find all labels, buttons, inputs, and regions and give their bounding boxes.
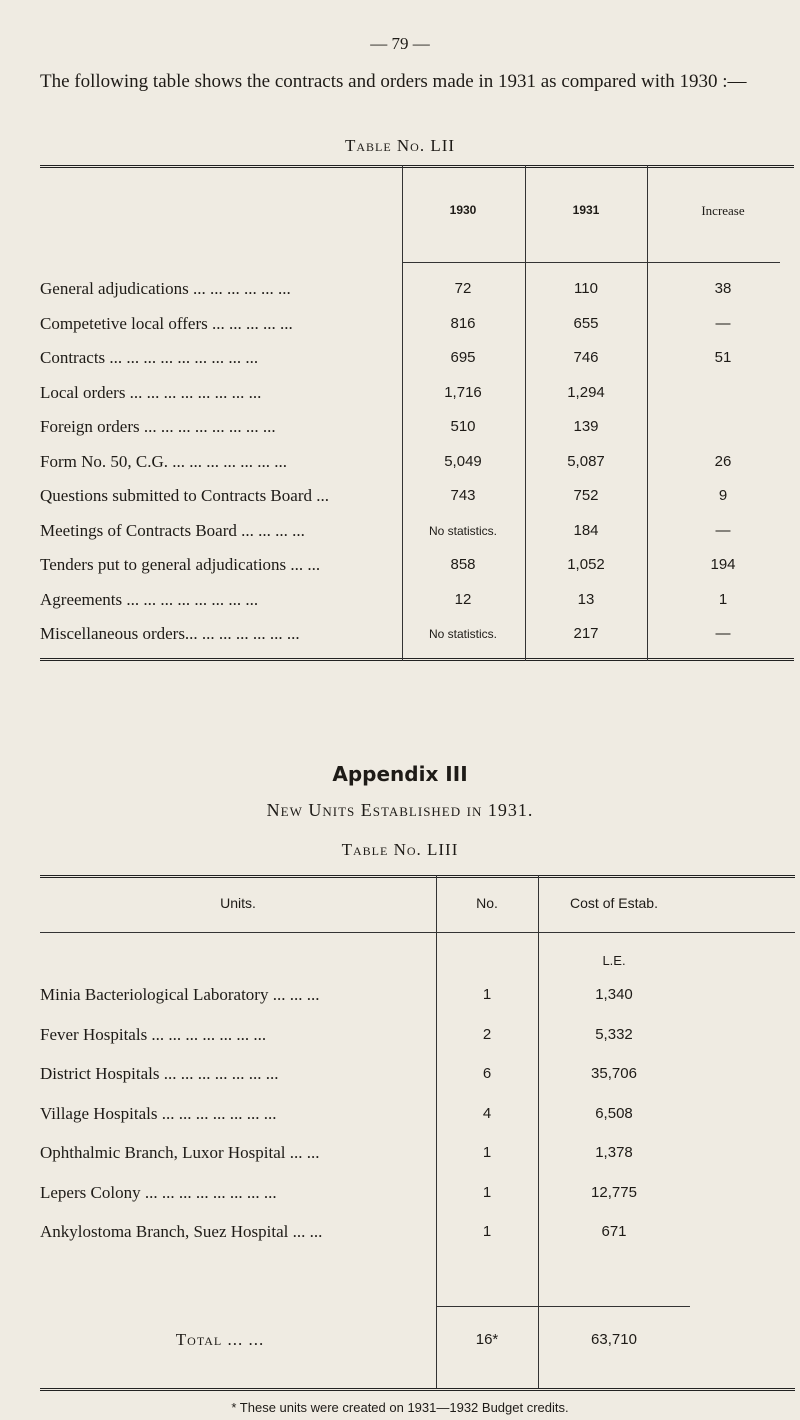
value-1930: No statistics. (428, 523, 497, 538)
value-1931: 139 (573, 418, 599, 435)
page-number: — 79 — (370, 34, 430, 53)
row-label: Tenders put to general adjudications ... ... (40, 555, 321, 574)
header-cost: Cost of Estab. (570, 895, 658, 911)
header-rule (402, 262, 780, 263)
unit-count: 1 (482, 1223, 492, 1240)
table-row (40, 1102, 795, 1126)
value-1931: 1,052 (567, 556, 605, 573)
unit-cost: 35,706 (591, 1065, 637, 1082)
table-row (40, 450, 794, 474)
unit-count: 1 (482, 986, 492, 1003)
value-1931: 655 (573, 314, 599, 332)
value-increase: 194 (710, 556, 736, 573)
table-row (40, 553, 794, 577)
header-increase: Increase (701, 203, 745, 218)
value-1931: 13 (577, 590, 595, 608)
value-1930: 695 (450, 349, 476, 366)
unit-count: 2 (482, 1025, 492, 1043)
total-rule (436, 1306, 690, 1307)
value-1930: 816 (450, 314, 476, 332)
unit-cost: 671 (601, 1223, 627, 1240)
row-label: General adjudications ... ... ... ... ... ... (40, 279, 291, 298)
column-divider (436, 875, 437, 1388)
table-liii-title: Table No. LIII (341, 840, 459, 859)
table-top-rule (40, 165, 794, 168)
value-increase: — (715, 625, 731, 642)
value-1931: 5,087 (567, 452, 605, 470)
row-label: Miscellaneous orders... ... ... ... ... ... ... (40, 624, 300, 643)
unit-cost: 6,508 (595, 1104, 633, 1122)
header-units: Units. (220, 895, 256, 911)
table-row (40, 277, 794, 301)
unit-cost: 12,775 (591, 1183, 637, 1201)
unit-name: Minia Bacteriological Laboratory ... ... ... (40, 985, 320, 1004)
table-row (40, 983, 795, 1007)
value-increase: 51 (714, 349, 732, 366)
unit-cost: 1,340 (595, 986, 633, 1003)
footnote: * These units were created on 1931—1932 Budget credits. (231, 1400, 569, 1415)
unit-name: Ophthalmic Branch, Luxor Hospital ... ... (40, 1143, 320, 1162)
table-row (40, 346, 794, 370)
unit-name: Lepers Colony ... ... ... ... ... ... ... ... (40, 1182, 277, 1202)
unit-count: 6 (482, 1065, 492, 1082)
table-row (40, 622, 794, 646)
table-row (40, 1181, 795, 1205)
value-increase: 26 (714, 452, 732, 470)
value-1931: 746 (573, 349, 599, 366)
unit-name: Village Hospitals ... ... ... ... ... ... ... (40, 1103, 277, 1123)
value-1930: 5,049 (444, 452, 482, 470)
value-1930: 743 (450, 487, 476, 504)
unit-name: Ankylostoma Branch, Suez Hospital ... ... (40, 1222, 323, 1241)
unit-count: 1 (482, 1183, 492, 1201)
table-row (40, 1141, 795, 1165)
unit-name: Fever Hospitals ... ... ... ... ... ... ... (40, 1024, 267, 1044)
row-label: Contracts ... ... ... ... ... ... ... ... ... (40, 348, 259, 367)
table-lii (40, 165, 794, 661)
header-1930: 1930 (449, 203, 477, 217)
unit-cost: 5,332 (595, 1025, 633, 1043)
table-lii-title: Table No. LII (344, 136, 456, 155)
row-label: Competetive local offers ... ... ... ... ... (40, 313, 293, 333)
table-row (40, 415, 794, 439)
row-label: Foreign orders ... ... ... ... ... ... ... ... (40, 417, 276, 436)
row-label: Local orders ... ... ... ... ... ... ... ... (40, 382, 262, 402)
total-cost: 63,710 (591, 1331, 637, 1348)
value-increase: — (715, 314, 731, 332)
header-no: No. (476, 895, 498, 911)
table-row (40, 1062, 795, 1086)
table-row (40, 484, 794, 508)
value-1931: 110 (574, 280, 598, 297)
table-top-rule (40, 875, 795, 878)
value-1931: 1,294 (567, 383, 605, 401)
column-divider (538, 875, 539, 1388)
row-label: Questions submitted to Contracts Board ... (40, 486, 329, 505)
value-1930: 858 (450, 556, 476, 573)
value-1930: 510 (450, 418, 476, 435)
value-increase: 38 (714, 280, 732, 297)
value-1931: 217 (573, 625, 599, 642)
subheading: New Units Established in 1931. (266, 800, 534, 820)
total-row (40, 1328, 795, 1352)
table-bottom-rule (40, 1388, 795, 1391)
value-increase: — (715, 521, 731, 539)
currency-unit: L.E. (602, 953, 626, 968)
table-row (40, 312, 794, 336)
table-row (40, 519, 794, 543)
total-label: Total ... ... (175, 1330, 265, 1349)
table-row (40, 588, 794, 612)
value-1930: 72 (454, 280, 472, 297)
intro-paragraph: The following table shows the contracts and orders made in 1931 as compared with 1930 :— (40, 71, 747, 92)
row-label: Form No. 50, C.G. ... ... ... ... ... ... ... (40, 451, 287, 471)
value-1930: No statistics. (428, 627, 497, 641)
table-bottom-rule (40, 658, 794, 661)
row-label: Agreements ... ... ... ... ... ... ... ... (40, 589, 259, 609)
unit-cost: 1,378 (595, 1144, 633, 1161)
value-increase: 9 (718, 487, 728, 504)
table-row (40, 1220, 795, 1244)
unit-name: District Hospitals ... ... ... ... ... ... ... (40, 1064, 279, 1083)
value-1930: 12 (454, 590, 472, 608)
value-1930: 1,716 (444, 383, 482, 401)
unit-count: 1 (482, 1144, 492, 1161)
value-1931: 184 (573, 521, 599, 539)
appendix-title: Appendix III (332, 762, 468, 786)
table-row (40, 381, 794, 405)
unit-count: 4 (482, 1104, 492, 1122)
value-1931: 752 (573, 487, 599, 504)
table-row (40, 1023, 795, 1047)
value-increase: 1 (718, 590, 728, 608)
table-liii (40, 875, 795, 1405)
total-no: 16* (475, 1331, 499, 1348)
header-1931: 1931 (572, 203, 600, 217)
row-label: Meetings of Contracts Board ... ... ... ... (40, 520, 305, 540)
header-rule (40, 932, 795, 933)
